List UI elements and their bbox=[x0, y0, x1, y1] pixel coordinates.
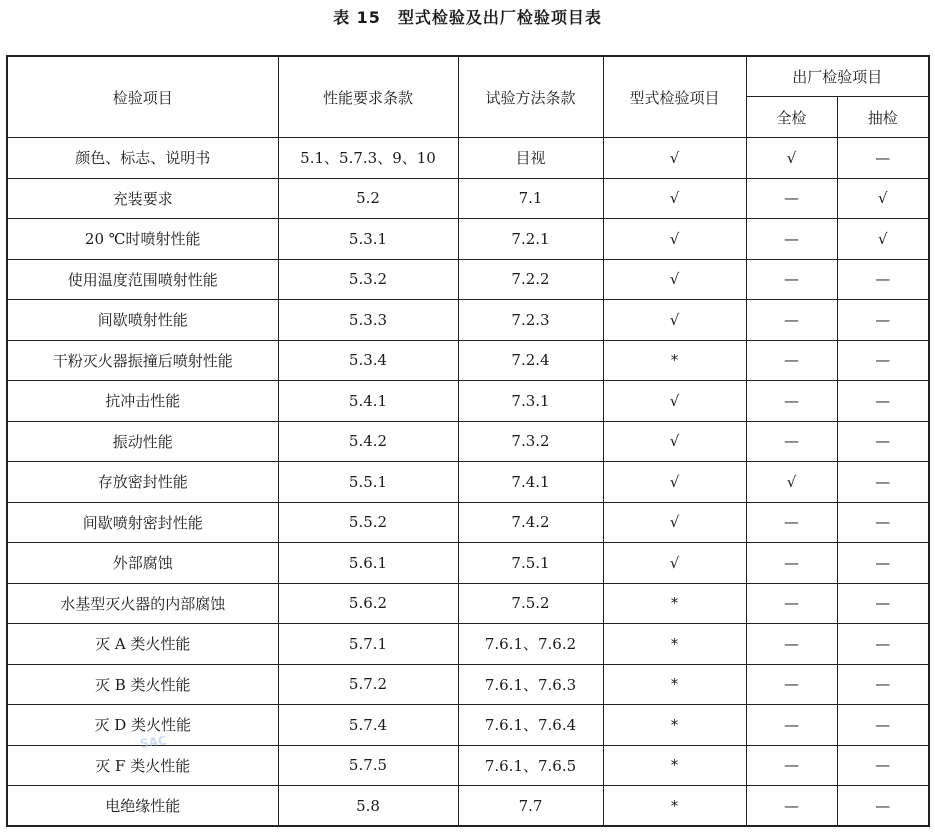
cell-method: 7.3.1 bbox=[458, 381, 603, 422]
cell-full-inspection: — bbox=[746, 219, 837, 260]
cell-method: 7.2.1 bbox=[458, 219, 603, 260]
cell-requirement: 5.1、5.7.3、9、10 bbox=[278, 138, 458, 179]
cell-item: 使用温度范围喷射性能 bbox=[7, 259, 278, 300]
header-sample-inspection: 抽检 bbox=[837, 97, 929, 138]
cell-sample-inspection: — bbox=[837, 624, 929, 665]
cell-sample-inspection: — bbox=[837, 138, 929, 179]
table-body bbox=[7, 138, 929, 827]
table-row bbox=[7, 300, 929, 341]
table-row bbox=[7, 259, 929, 300]
cell-sample-inspection: — bbox=[837, 259, 929, 300]
cell-requirement: 5.6.2 bbox=[278, 583, 458, 624]
cell-method: 7.2.4 bbox=[458, 340, 603, 381]
cell-type-test: * bbox=[603, 745, 746, 786]
cell-sample-inspection: — bbox=[837, 381, 929, 422]
table-row bbox=[7, 340, 929, 381]
table-row bbox=[7, 583, 929, 624]
table-row bbox=[7, 178, 929, 219]
table-row bbox=[7, 462, 929, 503]
cell-item: 电绝缘性能 bbox=[7, 786, 278, 827]
table-row bbox=[7, 624, 929, 665]
cell-sample-inspection: — bbox=[837, 340, 929, 381]
cell-full-inspection: — bbox=[746, 664, 837, 705]
cell-type-test: * bbox=[603, 705, 746, 746]
cell-item: 振动性能 bbox=[7, 421, 278, 462]
cell-item: 灭 A 类火性能 bbox=[7, 624, 278, 665]
cell-method: 7.2.3 bbox=[458, 300, 603, 341]
cell-type-test: √ bbox=[603, 462, 746, 503]
cell-requirement: 5.4.2 bbox=[278, 421, 458, 462]
cell-sample-inspection: — bbox=[837, 786, 929, 827]
cell-full-inspection: — bbox=[746, 300, 837, 341]
cell-requirement: 5.5.1 bbox=[278, 462, 458, 503]
cell-type-test: √ bbox=[603, 421, 746, 462]
table-row bbox=[7, 543, 929, 584]
cell-method: 7.4.2 bbox=[458, 502, 603, 543]
cell-item: 颜色、标志、说明书 bbox=[7, 138, 278, 179]
header-requirement: 性能要求条款 bbox=[278, 56, 458, 138]
inspection-table bbox=[6, 55, 930, 827]
cell-item: 灭 B 类火性能 bbox=[7, 664, 278, 705]
cell-item: 抗冲击性能 bbox=[7, 381, 278, 422]
table-row bbox=[7, 664, 929, 705]
cell-requirement: 5.6.1 bbox=[278, 543, 458, 584]
cell-requirement: 5.3.4 bbox=[278, 340, 458, 381]
cell-type-test: * bbox=[603, 583, 746, 624]
cell-item: 间歇喷射密封性能 bbox=[7, 502, 278, 543]
cell-method: 7.4.1 bbox=[458, 462, 603, 503]
table-row bbox=[7, 745, 929, 786]
cell-type-test: √ bbox=[603, 300, 746, 341]
header-factory-test: 出厂检验项目 bbox=[746, 56, 929, 97]
cell-sample-inspection: — bbox=[837, 502, 929, 543]
cell-full-inspection: — bbox=[746, 543, 837, 584]
cell-item: 充装要求 bbox=[7, 178, 278, 219]
cell-method: 7.6.1、7.6.5 bbox=[458, 745, 603, 786]
table-row bbox=[7, 502, 929, 543]
header-type-test: 型式检验项目 bbox=[603, 56, 746, 138]
cell-sample-inspection: — bbox=[837, 664, 929, 705]
cell-full-inspection: √ bbox=[746, 462, 837, 503]
cell-full-inspection: — bbox=[746, 705, 837, 746]
cell-requirement: 5.3.2 bbox=[278, 259, 458, 300]
cell-sample-inspection: — bbox=[837, 543, 929, 584]
header-item: 检验项目 bbox=[7, 56, 278, 138]
cell-full-inspection: — bbox=[746, 786, 837, 827]
table-row bbox=[7, 421, 929, 462]
cell-item: 干粉灭火器振撞后喷射性能 bbox=[7, 340, 278, 381]
cell-requirement: 5.7.1 bbox=[278, 624, 458, 665]
cell-full-inspection: √ bbox=[746, 138, 837, 179]
cell-item: 外部腐蚀 bbox=[7, 543, 278, 584]
cell-requirement: 5.3.1 bbox=[278, 219, 458, 260]
cell-requirement: 5.2 bbox=[278, 178, 458, 219]
cell-method: 7.3.2 bbox=[458, 421, 603, 462]
cell-full-inspection: — bbox=[746, 745, 837, 786]
header-full-inspection: 全检 bbox=[746, 97, 837, 138]
cell-requirement: 5.4.1 bbox=[278, 381, 458, 422]
cell-sample-inspection: √ bbox=[837, 178, 929, 219]
header-method: 试验方法条款 bbox=[458, 56, 603, 138]
cell-method: 7.7 bbox=[458, 786, 603, 827]
cell-method: 7.1 bbox=[458, 178, 603, 219]
cell-method: 7.6.1、7.6.3 bbox=[458, 664, 603, 705]
cell-sample-inspection: √ bbox=[837, 219, 929, 260]
cell-method: 7.2.2 bbox=[458, 259, 603, 300]
cell-item: 间歇喷射性能 bbox=[7, 300, 278, 341]
cell-method: 目视 bbox=[458, 138, 603, 179]
cell-sample-inspection: — bbox=[837, 745, 929, 786]
table-title: 表 15 型式检验及出厂检验项目表 bbox=[333, 8, 602, 27]
cell-type-test: * bbox=[603, 340, 746, 381]
table-row bbox=[7, 219, 929, 260]
table-row bbox=[7, 786, 929, 827]
cell-requirement: 5.3.3 bbox=[278, 300, 458, 341]
cell-sample-inspection: — bbox=[837, 421, 929, 462]
cell-full-inspection: — bbox=[746, 624, 837, 665]
cell-full-inspection: — bbox=[746, 178, 837, 219]
table-row bbox=[7, 381, 929, 422]
cell-method: 7.6.1、7.6.4 bbox=[458, 705, 603, 746]
table-row bbox=[7, 138, 929, 179]
cell-sample-inspection: — bbox=[837, 462, 929, 503]
cell-method: 7.5.2 bbox=[458, 583, 603, 624]
cell-full-inspection: — bbox=[746, 421, 837, 462]
cell-full-inspection: — bbox=[746, 259, 837, 300]
cell-item: 灭 F 类火性能 bbox=[7, 745, 278, 786]
cell-requirement: 5.7.2 bbox=[278, 664, 458, 705]
cell-full-inspection: — bbox=[746, 381, 837, 422]
cell-requirement: 5.5.2 bbox=[278, 502, 458, 543]
cell-type-test: √ bbox=[603, 259, 746, 300]
cell-type-test: √ bbox=[603, 178, 746, 219]
cell-item: 灭 D 类火性能 bbox=[7, 705, 278, 746]
cell-type-test: √ bbox=[603, 219, 746, 260]
cell-type-test: √ bbox=[603, 543, 746, 584]
cell-item: 水基型灭火器的内部腐蚀 bbox=[7, 583, 278, 624]
cell-type-test: √ bbox=[603, 138, 746, 179]
cell-full-inspection: — bbox=[746, 502, 837, 543]
cell-method: 7.5.1 bbox=[458, 543, 603, 584]
cell-requirement: 5.7.4 bbox=[278, 705, 458, 746]
cell-type-test: √ bbox=[603, 381, 746, 422]
cell-sample-inspection: — bbox=[837, 705, 929, 746]
cell-requirement: 5.8 bbox=[278, 786, 458, 827]
cell-sample-inspection: — bbox=[837, 300, 929, 341]
cell-item: 存放密封性能 bbox=[7, 462, 278, 503]
cell-item: 20 ℃时喷射性能 bbox=[7, 219, 278, 260]
cell-type-test: * bbox=[603, 664, 746, 705]
watermark-logo: SAC bbox=[139, 733, 168, 751]
cell-full-inspection: — bbox=[746, 340, 837, 381]
cell-type-test: * bbox=[603, 624, 746, 665]
cell-method: 7.6.1、7.6.2 bbox=[458, 624, 603, 665]
cell-full-inspection: — bbox=[746, 583, 837, 624]
cell-type-test: * bbox=[603, 786, 746, 827]
cell-type-test: √ bbox=[603, 502, 746, 543]
cell-requirement: 5.7.5 bbox=[278, 745, 458, 786]
cell-sample-inspection: — bbox=[837, 583, 929, 624]
